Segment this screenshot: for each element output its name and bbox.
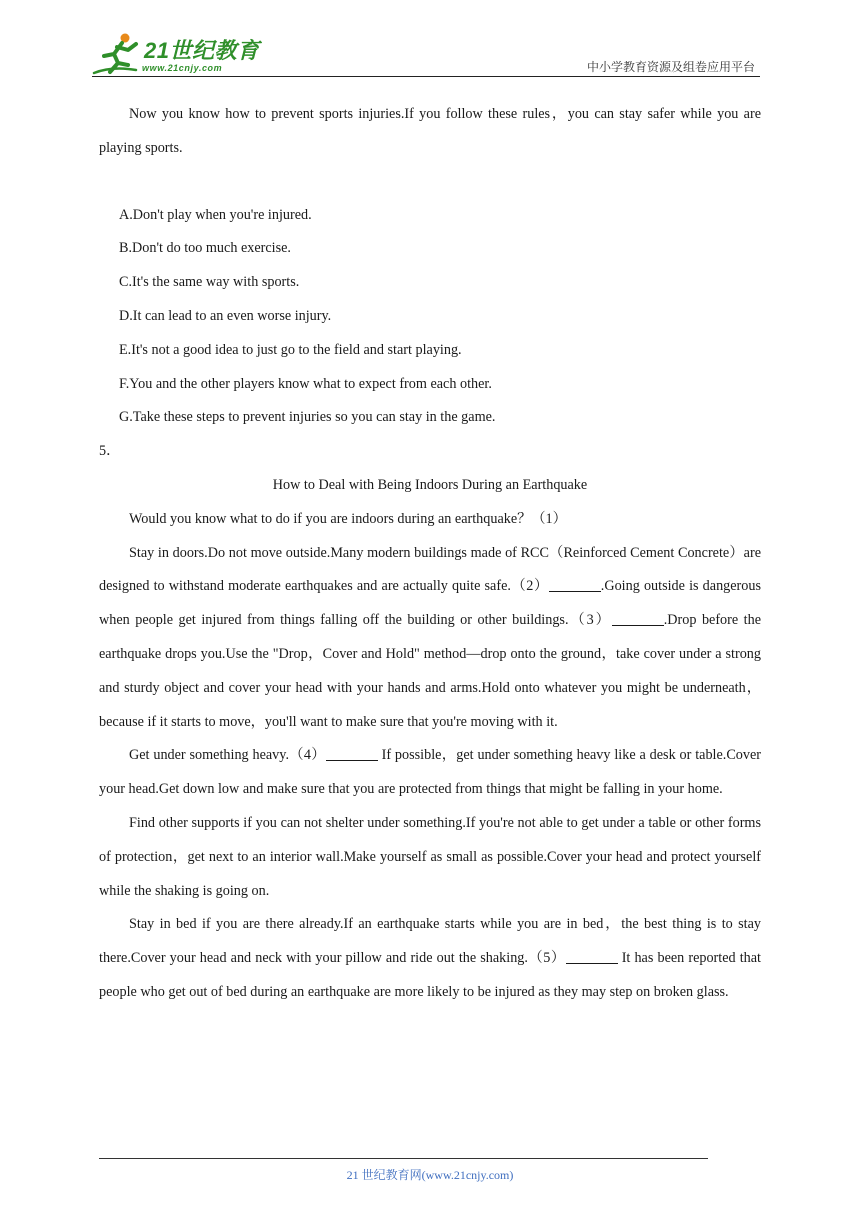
paragraph-2-part-a: Stay in doors.Do not move outside.Many modern buildings made of RCC（Reinforced Cement Concrete）are designed to withstand moderate earthquakes and are actually quite safe.（2） bbox=[99, 544, 761, 595]
spacer bbox=[99, 166, 761, 199]
paragraph-1: Would you know what to do if you are indoors during an earthquake？（1） bbox=[129, 510, 567, 527]
option-a: A.Don't play when you're injured. bbox=[119, 206, 312, 223]
paragraph-5 bbox=[99, 908, 761, 1009]
paragraph-2-part-c: .Drop before the earthquake drops you.Use the "Drop，Cover and Hold" method—drop onto the ground，take cover under a strong and sturdy object and cover your head with your hands and arms.Hold onto whatever you might be underneath，because if it starts to move，you'll want to make sure that you're moving with it. bbox=[99, 612, 761, 730]
page-header bbox=[0, 0, 860, 80]
option-e: E.It's not a good idea to just go to the field and start playing. bbox=[119, 341, 462, 358]
runner-logo-icon bbox=[92, 32, 142, 76]
paragraph-2 bbox=[99, 537, 761, 740]
answer-blank-3[interactable] bbox=[612, 611, 664, 626]
option-b: B.Don't do too much exercise. bbox=[119, 240, 291, 257]
paragraph-5-part-a: Stay in bed if you are there already.If an earthquake starts while you are in bed，the best thing is to stay there.Cover your head and neck with your pillow and ride out the shaking.（5） bbox=[99, 916, 761, 967]
footer-link[interactable]: 21 世纪教育网(www.21cnjy.com) bbox=[346, 1168, 514, 1182]
question-number: 5． bbox=[99, 443, 121, 460]
paragraph-3 bbox=[99, 739, 761, 807]
paragraph-4: Find other supports if you can not shelter under something.If you're not able to get under a table or other forms of protection，get next to an interior wall.Make yourself as small as possible.Cover your head and protect yourself while the shaking is going on. bbox=[99, 814, 761, 899]
answer-blank-2[interactable] bbox=[549, 577, 601, 592]
passage4-closing: Now you know how to prevent sports injuries.If you follow these rules，you can stay safer while you are playing sports. bbox=[99, 106, 761, 156]
logo-title: 21世纪教育 bbox=[144, 38, 260, 63]
passage-title: How to Deal with Being Indoors During an Earthquake bbox=[272, 476, 588, 493]
paragraph-3-part-b: If possible，get under something heavy like a desk or table.Cover your head.Get down low and make sure that you are protected from things that might be falling in your home. bbox=[99, 747, 761, 798]
paragraph-2-part-b: .Going outside is dangerous when people get injured from things falling off the building or other buildings.（3） bbox=[99, 578, 761, 629]
logo-url: www.21cnjy.com bbox=[142, 63, 223, 73]
option-g: G.Take these steps to prevent injuries so you can stay in the game. bbox=[119, 409, 496, 426]
header-divider bbox=[92, 76, 760, 77]
option-f: F.You and the other players know what to expect from each other. bbox=[119, 375, 492, 392]
answer-blank-5[interactable] bbox=[566, 949, 618, 964]
platform-name: 中小学教育资源及组卷应用平台 bbox=[586, 60, 755, 74]
footer-divider bbox=[99, 1158, 708, 1159]
paragraph-3-part-a: Get under something heavy.（4） bbox=[129, 747, 326, 764]
document-body bbox=[99, 98, 761, 1010]
option-d: D.It can lead to an even worse injury. bbox=[119, 307, 332, 324]
paragraph-5-part-b: It has been reported that people who get out of bed during an earthquake are more likely to be injured as they may step on broken glass. bbox=[99, 950, 761, 1000]
answer-blank-4[interactable] bbox=[326, 746, 378, 761]
option-c: C.It's the same way with sports. bbox=[119, 274, 300, 291]
site-logo[interactable] bbox=[92, 32, 262, 78]
